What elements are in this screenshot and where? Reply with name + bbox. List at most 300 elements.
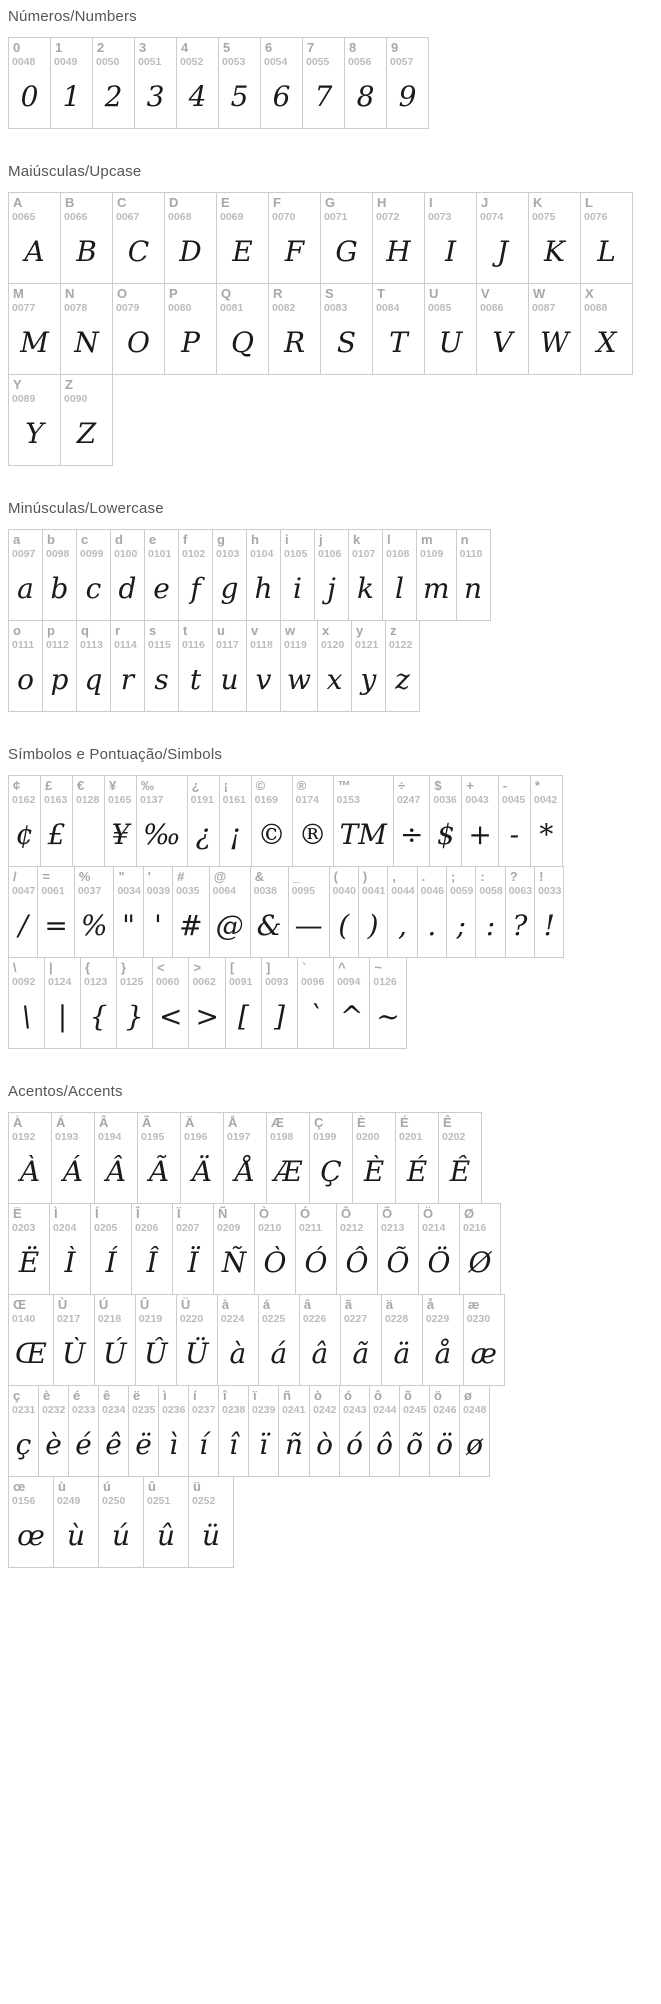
cell-character: -: [502, 778, 508, 793]
glyph-cell-0243: [339, 1385, 370, 1477]
cell-glyph-preview: u: [220, 662, 239, 696]
cell-code: 0075: [532, 211, 556, 223]
cell-character: I: [429, 195, 433, 210]
cell-glyph-preview: O: [127, 325, 150, 359]
cell-character: ø: [464, 1388, 472, 1403]
glyph-cell-0038: [250, 866, 289, 958]
cell-code: 0045: [501, 794, 526, 806]
cell-character: ñ: [283, 1388, 291, 1403]
glyph-cell-0090: [60, 374, 113, 466]
section-title-lowercase: Minúsculas/Lowercase: [8, 500, 164, 517]
cell-code: 0066: [64, 211, 88, 223]
cell-character: î: [223, 1388, 227, 1403]
cell-character: Ì: [54, 1206, 58, 1221]
cell-character: Y: [13, 377, 22, 392]
glyph-cell-0047: [8, 866, 38, 958]
cell-glyph-preview: I: [444, 234, 457, 268]
cell-code: 0042: [533, 794, 558, 806]
cell-character: 7: [307, 40, 315, 55]
cell-glyph-preview: |: [57, 999, 68, 1033]
cell-character: ç: [13, 1388, 21, 1403]
cell-code: 0246: [433, 1404, 457, 1416]
cell-code: 0092: [12, 976, 36, 988]
cell-glyph-preview: ?: [512, 908, 528, 942]
cell-glyph-preview: /: [18, 908, 28, 942]
cell-glyph-preview: &: [256, 908, 282, 942]
cell-character: b: [47, 532, 55, 547]
glyph-cell-0229: [422, 1294, 464, 1386]
glyph-cell-0108: [382, 529, 417, 621]
cell-character: T: [377, 286, 385, 301]
cell-code: 0111: [12, 639, 35, 651]
cell-character: Ö: [423, 1206, 434, 1221]
cell-glyph-preview: X: [596, 325, 617, 359]
cell-code: 0202: [442, 1131, 466, 1143]
cell-character: @: [213, 869, 227, 884]
glyph-cell-0121: [351, 620, 386, 712]
cell-code: 0237: [192, 1404, 216, 1416]
glyph-cell-0069: [216, 192, 269, 284]
cell-glyph-preview: {: [89, 999, 108, 1033]
cell-code: 0211: [299, 1222, 322, 1234]
glyph-cell-0100: [110, 529, 145, 621]
glyph-cell-0202: [438, 1112, 482, 1204]
cell-character: ®: [296, 778, 307, 793]
glyph-cell-0065: [8, 192, 61, 284]
glyph-cell-0112: [42, 620, 77, 712]
cell-glyph-preview: ã: [352, 1336, 370, 1370]
cell-glyph-preview: é: [75, 1427, 92, 1461]
cell-code: 0128: [76, 794, 100, 806]
cell-character: 5: [223, 40, 231, 55]
cell-glyph-preview: ù: [66, 1518, 86, 1552]
cell-code: 0046: [420, 885, 444, 897]
cell-code: 0053: [222, 56, 246, 68]
cell-glyph-preview: ": [122, 908, 136, 942]
glyph-cell-0057: [386, 37, 429, 129]
cell-glyph-preview: ø: [466, 1427, 483, 1461]
cell-code: 0078: [64, 302, 88, 314]
cell-character: +: [466, 778, 474, 793]
glyph-cell-0068: [164, 192, 217, 284]
cell-character: y: [355, 623, 364, 638]
cell-character: H: [377, 195, 387, 210]
glyph-cell-0237: [188, 1385, 219, 1477]
cell-glyph-preview: p: [50, 662, 69, 696]
glyph-cell-0239: [248, 1385, 279, 1477]
cell-glyph-preview: >: [195, 999, 219, 1033]
cell-code: 0090: [64, 393, 88, 405]
cell-code: 0199: [313, 1131, 337, 1143]
cell-glyph-preview: Z: [76, 416, 97, 450]
glyph-cell-0078: [60, 283, 113, 375]
cell-glyph-preview: É: [406, 1154, 428, 1188]
cell-code: 0249: [57, 1495, 81, 1507]
glyph-cell-0230: [463, 1294, 505, 1386]
cell-code: 0095: [291, 885, 315, 897]
cell-code: 0119: [284, 639, 307, 651]
cell-code: 0098: [46, 548, 70, 560]
cell-glyph-preview: Ä: [191, 1154, 213, 1188]
cell-glyph-preview: *: [539, 817, 554, 851]
cell-code: 0096: [300, 976, 325, 988]
cell-character: z: [389, 623, 397, 638]
cell-character: M: [13, 286, 24, 301]
glyph-cell-0054: [260, 37, 303, 129]
glyph-cell-0203: [8, 1203, 50, 1295]
cell-glyph-preview: @: [215, 908, 244, 942]
cell-code: 0105: [284, 548, 308, 560]
cell-code: 0085: [428, 302, 452, 314]
cell-glyph-preview: ¢: [15, 817, 34, 851]
cell-character: Ù: [57, 1297, 68, 1312]
glyph-cell-0235: [128, 1385, 159, 1477]
cell-code: 0205: [94, 1222, 118, 1234]
glyph-cell-0080: [164, 283, 217, 375]
cell-glyph-preview: !: [543, 908, 555, 942]
glyph-cell-0234: [98, 1385, 129, 1477]
glyph-cell-0217: [53, 1294, 95, 1386]
cell-code: 0061: [41, 885, 65, 897]
cell-character: v: [251, 623, 259, 638]
cell-glyph-preview: Ê: [449, 1154, 471, 1188]
cell-character: Ç: [314, 1115, 324, 1130]
cell-glyph-preview: Í: [105, 1245, 117, 1279]
cell-code: 0124: [48, 976, 72, 988]
section-title-accents: Acentos/Accents: [8, 1083, 123, 1100]
glyph-cell-0232: [38, 1385, 69, 1477]
cell-glyph-preview: [73, 806, 104, 866]
cell-code: 0091: [228, 976, 253, 988]
cell-code: 0216: [463, 1222, 487, 1234]
glyph-cell-0248: [459, 1385, 490, 1477]
cell-character: 3: [139, 40, 147, 55]
cell-code: 0243: [343, 1404, 367, 1416]
cell-code: 0051: [138, 56, 162, 68]
glyph-cell-0037: [74, 866, 115, 958]
cell-glyph-preview: t: [189, 662, 202, 696]
cell-character: ¿: [191, 778, 200, 793]
cell-code: 0115: [148, 639, 171, 651]
glyph-cell-0246: [429, 1385, 460, 1477]
cell-glyph-preview: è: [45, 1427, 62, 1461]
cell-glyph-preview: H: [386, 234, 411, 268]
cell-character: 4: [181, 40, 189, 55]
glyph-cell-0207: [172, 1203, 214, 1295]
section-lowercase: [8, 500, 653, 712]
cell-glyph-preview: m: [423, 571, 450, 605]
cell-glyph-preview: ): [367, 908, 379, 942]
glyph-cell-0118: [246, 620, 281, 712]
glyph-cell-0116: [178, 620, 213, 712]
cell-character: n: [460, 532, 469, 547]
cell-code: 0103: [216, 548, 240, 560]
cell-code: 0054: [264, 56, 288, 68]
cell-glyph-preview: Y: [25, 416, 44, 450]
cell-code: 0099: [80, 548, 104, 560]
cell-code: 0219: [138, 1313, 163, 1325]
glyph-cell-0162: [8, 775, 41, 867]
cell-code: 0064: [212, 885, 236, 897]
cell-glyph-preview: U: [438, 325, 463, 359]
glyph-row: [8, 1112, 482, 1204]
glyph-cell-0153: [333, 775, 394, 867]
glyph-cell-0074: [476, 192, 529, 284]
cell-character: U: [429, 286, 439, 301]
cell-glyph-preview: ñ: [285, 1427, 304, 1461]
glyph-cell-0119: [280, 620, 318, 712]
cell-character: h: [251, 532, 259, 547]
cell-glyph-preview: a: [17, 571, 34, 605]
cell-character: 0: [13, 40, 21, 55]
cell-glyph-preview: æ: [470, 1336, 497, 1370]
cell-character: Õ: [382, 1206, 393, 1221]
cell-code: 0156: [12, 1495, 36, 1507]
cell-character: A: [13, 195, 23, 210]
glyph-cell-0051: [134, 37, 177, 129]
glyph-cell-0053: [218, 37, 261, 129]
glyph-cell-0049: [50, 37, 93, 129]
cell-glyph-preview: TM: [339, 817, 387, 851]
glyph-cell-0196: [180, 1112, 224, 1204]
cell-code: 0052: [180, 56, 204, 68]
cell-character: \: [13, 960, 17, 975]
glyph-cell-0238: [218, 1385, 249, 1477]
glyph-cell-0110: [456, 529, 491, 621]
glyph-cell-0210: [254, 1203, 296, 1295]
cell-code: 0191: [190, 794, 214, 806]
glyph-cell-0093: [261, 957, 298, 1049]
glyph-cell-0228: [381, 1294, 423, 1386]
cell-character: ?: [509, 869, 518, 884]
cell-glyph-preview: œ: [17, 1518, 45, 1552]
cell-glyph-preview: 1: [62, 79, 81, 113]
cell-code: 0056: [348, 56, 372, 68]
cell-character: ^: [337, 960, 346, 975]
cell-code: 0121: [354, 639, 379, 651]
cell-glyph-preview: Ñ: [221, 1245, 247, 1279]
glyph-cell-0107: [348, 529, 383, 621]
glyph-cell-0045: [498, 775, 531, 867]
glyph-row: [8, 866, 564, 958]
cell-character: û: [148, 1479, 156, 1494]
cell-character: 8: [349, 40, 357, 55]
cell-code: 0239: [252, 1404, 276, 1416]
cell-glyph-preview: w: [287, 662, 311, 696]
cell-character: €: [77, 778, 85, 793]
cell-code: 0204: [53, 1222, 77, 1234]
glyph-cell-0122: [385, 620, 420, 712]
glyph-cell-0058: [475, 866, 505, 958]
glyph-cell-0035: [172, 866, 209, 958]
cell-code: 0076: [584, 211, 608, 223]
glyph-cell-0044: [387, 866, 417, 958]
section-title-upcase: Maiúsculas/Upcase: [8, 163, 142, 180]
cell-code: 0212: [340, 1222, 364, 1234]
cell-character: L: [585, 195, 593, 210]
cell-code: 0038: [253, 885, 277, 897]
cell-code: 0039: [146, 885, 171, 897]
cell-character: Ã: [142, 1115, 152, 1130]
cell-code: 0250: [102, 1495, 126, 1507]
cell-character: à: [221, 1297, 230, 1312]
cell-glyph-preview: T: [389, 325, 408, 359]
cell-character: õ: [404, 1388, 412, 1403]
cell-character: É: [400, 1115, 409, 1130]
cell-glyph-preview: .: [427, 908, 437, 942]
cell-character: <: [157, 960, 165, 975]
glyph-cell-0242: [309, 1385, 340, 1477]
cell-character: o: [13, 623, 21, 638]
cell-code: 0195: [141, 1131, 165, 1143]
cell-glyph-preview: P: [181, 325, 200, 359]
cell-glyph-preview: Ô: [345, 1245, 369, 1279]
glyph-cell-0219: [135, 1294, 177, 1386]
glyph-cell-0199: [309, 1112, 353, 1204]
glyph-cell-0089: [8, 374, 61, 466]
cell-glyph-preview: o: [17, 662, 34, 696]
glyph-cell-0249: [53, 1476, 99, 1568]
cell-code: 0241: [282, 1404, 306, 1416]
cell-glyph-preview: i: [293, 571, 302, 605]
cell-code: 0201: [399, 1131, 423, 1143]
cell-code: 0082: [272, 302, 296, 314]
glyph-cell-0060: [152, 957, 189, 1049]
cell-character: £: [45, 778, 53, 793]
glyph-cell-0192: [8, 1112, 52, 1204]
cell-glyph-preview: 6: [272, 79, 291, 113]
cell-glyph-preview: ò: [316, 1427, 333, 1461]
cell-code: 0050: [96, 56, 120, 68]
cell-character: V: [481, 286, 490, 301]
cell-glyph-preview: á: [270, 1336, 288, 1370]
cell-code: 0236: [162, 1404, 186, 1416]
cell-glyph-preview: ~: [376, 999, 400, 1033]
cell-code: 0228: [384, 1313, 409, 1325]
cell-code: 0232: [42, 1404, 66, 1416]
cell-code: 0217: [56, 1313, 81, 1325]
cell-glyph-preview: î: [229, 1427, 238, 1461]
cell-code: 0089: [12, 393, 36, 405]
cell-code: 0106: [318, 548, 342, 560]
glyph-cell-0140: [8, 1294, 54, 1386]
cell-glyph-preview: ä: [393, 1336, 411, 1370]
cell-character: W: [533, 286, 546, 301]
cell-code: 0071: [324, 211, 348, 223]
cell-character: ": [118, 869, 125, 884]
glyph-cell-0214: [418, 1203, 460, 1295]
glyph-cell-0209: [213, 1203, 255, 1295]
glyph-cell-0097: [8, 529, 43, 621]
glyph-cell-0198: [266, 1112, 310, 1204]
glyph-cell-0079: [112, 283, 165, 375]
cell-character: >: [193, 960, 202, 975]
cell-glyph-preview: Ò: [263, 1245, 287, 1279]
glyph-cell-0103: [212, 529, 247, 621]
cell-glyph-preview: %: [80, 908, 108, 942]
cell-code: 0218: [97, 1313, 122, 1325]
cell-code: 0073: [428, 211, 452, 223]
cell-glyph-preview: 3: [146, 79, 165, 113]
cell-character: c: [81, 532, 89, 547]
glyph-cell-0113: [76, 620, 111, 712]
cell-glyph-preview: Á: [62, 1154, 84, 1188]
cell-glyph-preview: ,: [398, 908, 407, 942]
section-symbols: [8, 746, 653, 1049]
cell-glyph-preview: ú: [111, 1518, 131, 1552]
glyph-cell-0076: [580, 192, 633, 284]
cell-glyph-preview: L: [597, 234, 616, 268]
cell-glyph-preview: Ü: [185, 1336, 209, 1370]
cell-code: 0107: [352, 548, 376, 560]
cell-code: 0213: [381, 1222, 405, 1234]
cell-character: (: [333, 869, 338, 884]
cell-character: ú: [103, 1479, 111, 1494]
glyph-cell-0070: [268, 192, 321, 284]
cell-glyph-preview: b: [50, 571, 69, 605]
cell-code: 0088: [584, 302, 608, 314]
cell-character: é: [73, 1388, 81, 1403]
cell-character: :: [480, 869, 485, 884]
cell-glyph-preview: —: [294, 908, 323, 942]
glyph-cell-0072: [372, 192, 425, 284]
cell-code: 0036: [433, 794, 457, 806]
cell-code: 0163: [44, 794, 68, 806]
cell-glyph-preview: D: [179, 234, 202, 268]
glyph-cell-0085: [424, 283, 477, 375]
section-upcase: [8, 163, 653, 466]
glyph-cell-0043: [461, 775, 498, 867]
cell-glyph-preview: #: [179, 908, 203, 942]
cell-code: 0235: [132, 1404, 156, 1416]
cell-glyph-preview: à: [229, 1336, 247, 1370]
glyph-cell-0123: [80, 957, 117, 1049]
cell-glyph-preview: Ì: [64, 1245, 76, 1279]
cell-glyph-preview: s: [154, 662, 169, 696]
cell-character: æ: [467, 1297, 480, 1312]
cell-character: D: [169, 195, 179, 210]
cell-character: ë: [133, 1388, 141, 1403]
glyph-cell-0226: [299, 1294, 341, 1386]
cell-glyph-preview: ï: [259, 1427, 268, 1461]
cell-code: 0035: [176, 885, 200, 897]
cell-code: 0225: [261, 1313, 286, 1325]
glyph-cell-0251: [143, 1476, 189, 1568]
glyph-cell-0233: [68, 1385, 99, 1477]
section-accents: [8, 1083, 653, 1568]
cell-character: ò: [314, 1388, 322, 1403]
cell-code: 0117: [216, 639, 239, 651]
cell-character: ó: [344, 1388, 352, 1403]
cell-character: !: [539, 869, 544, 884]
cell-character: ì: [163, 1388, 167, 1403]
cell-glyph-preview: í: [199, 1427, 208, 1461]
cell-character: #: [177, 869, 185, 884]
character-map-page: [8, 8, 653, 1568]
cell-code: 0203: [12, 1222, 36, 1234]
glyph-cell-0050: [92, 37, 135, 129]
cell-glyph-preview: ;: [456, 908, 466, 942]
cell-character: â: [303, 1297, 312, 1312]
cell-glyph-preview: Ø: [468, 1245, 492, 1279]
cell-character: Q: [221, 286, 232, 301]
cell-character: O: [117, 286, 128, 301]
cell-character: /: [13, 869, 17, 884]
cell-character: _: [292, 869, 300, 884]
cell-glyph-preview: ¿: [195, 817, 211, 851]
cell-character: $: [434, 778, 442, 793]
cell-glyph-preview: ë: [135, 1427, 152, 1461]
